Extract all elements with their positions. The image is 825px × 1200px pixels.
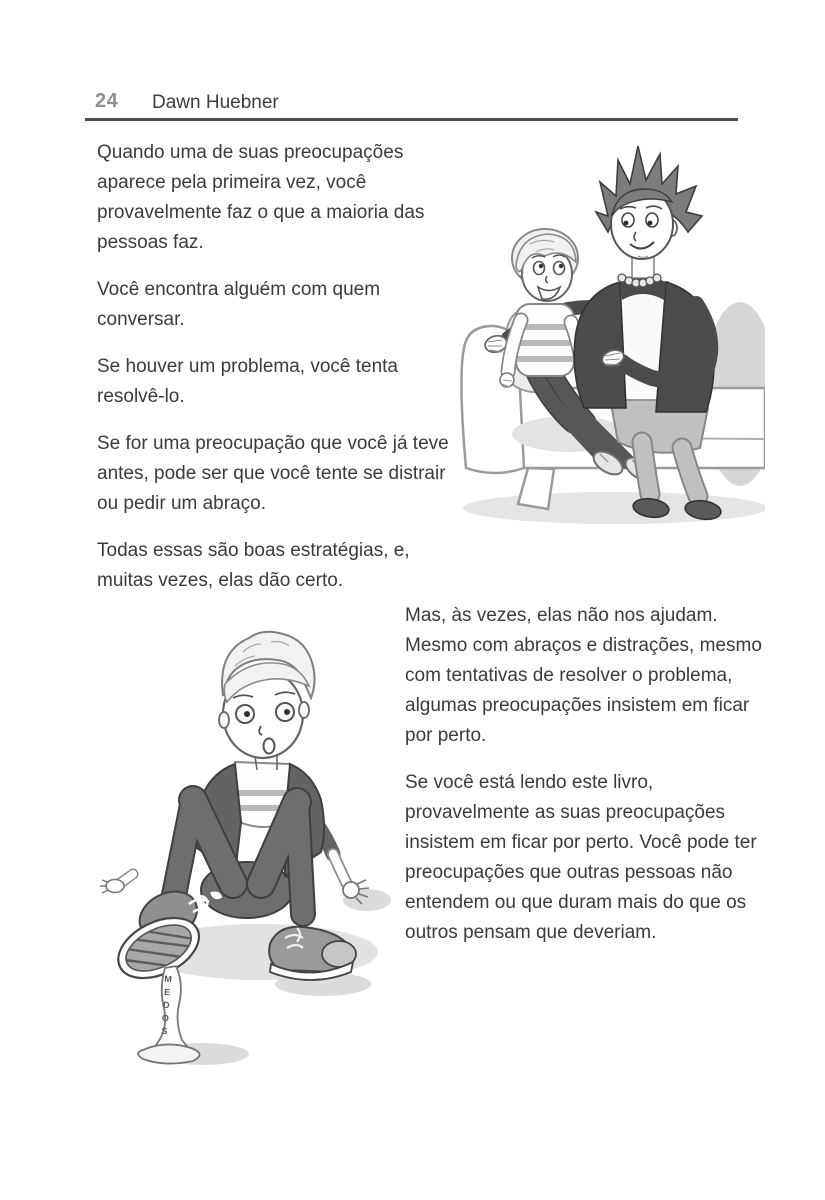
couch-scene-drawing xyxy=(450,136,765,536)
paragraph: Quando uma de suas preocupações aparece pela primeira vez, você provavelmente faz o que a maioria das pessoas faz. xyxy=(97,142,425,253)
paragraph: Mas, às vezes, elas não nos ajudam. Mesmo com abraços e distrações, mesmo com tentativas de resolver o problema, algumas preocupações insistem em ficar por perto. xyxy=(405,605,762,746)
running-head-author: Dawn Huebner xyxy=(152,92,279,113)
page-number: 24 xyxy=(95,90,119,112)
boy-scene-illustration xyxy=(85,622,405,1072)
gum-label-medos: MEDOS xyxy=(158,973,174,1040)
paragraph: Se houver um problema, você tenta resolvê-lo. xyxy=(97,356,399,407)
left-text-column xyxy=(97,138,449,613)
paragraph: Se for uma preocupação que você já teve antes, pode ser que você tente se distrair ou pedir um abraço. xyxy=(97,433,449,514)
boy-scene-drawing xyxy=(85,622,405,1072)
right-text-column xyxy=(405,601,763,965)
paragraph: Se você está lendo este livro, provavelmente as suas preocupações insistem em ficar por perto. Você pode ter preocupações que outras pessoas não entendem ou que duram mais do que os outros pensam que deveriam. xyxy=(405,772,757,943)
page-header xyxy=(95,90,740,116)
paragraph: Você encontra alguém com quem conversar. xyxy=(97,279,381,330)
paragraph: Todas essas são boas estratégias, e, muitas vezes, elas dão certo. xyxy=(97,540,410,591)
header-rule xyxy=(85,118,738,121)
couch-scene-illustration xyxy=(450,136,765,536)
